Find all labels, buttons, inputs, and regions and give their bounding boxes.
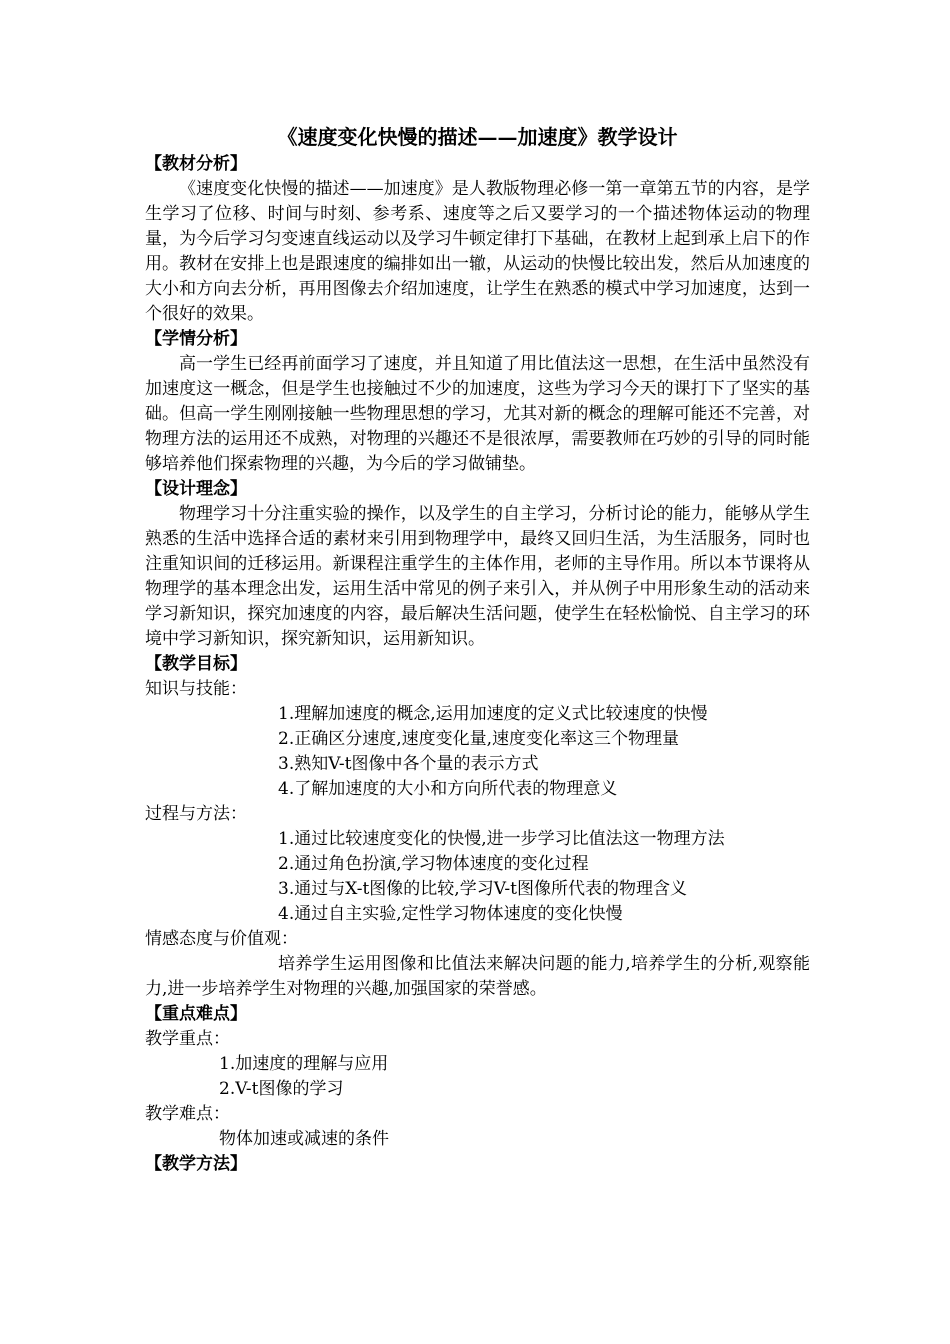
document-page xyxy=(145,122,810,1177)
process-item: 2.通过角色扮演,学习物体速度的变化过程 xyxy=(278,854,589,874)
textbook-paragraph: 《速度变化快慢的描述——加速度》是人教版物理必修一第一章第五节的内容，是学生学习了位移、时间与时刻、参考系、速度等之后又要学习的一个描述物体运动的物理量，为今后学习匀变速直线运动以及学习牛顿定律打下基础，在教材上起到承上启下的作用。教材在安排上也是跟速度的编排如出一辙，从运动的快慢比较出发，然后从加速度的大小和方向去分析，再用图像去介绍加速度，让学生在熟悉的模式中学习加速度，达到一个很好的效果。 xyxy=(145,179,810,324)
section-heading-textbook: 【教材分析】 xyxy=(145,154,247,174)
process-item: 3.通过与X-t图像的比较,学习V-t图像所代表的物理含义 xyxy=(278,879,687,899)
knowledge-item: 3.熟知V-t图像中各个量的表示方式 xyxy=(278,754,539,774)
focus-label: 教学重点： xyxy=(145,1029,230,1049)
document-title: 《速度变化快慢的描述——加速度》教学设计 xyxy=(277,125,678,149)
knowledge-item: 1.理解加速度的概念,运用加速度的定义式比较速度的快慢 xyxy=(278,704,708,724)
section-heading-methods: 【教学方法】 xyxy=(145,1154,247,1174)
emotion-label: 情感态度与价值观： xyxy=(145,929,298,949)
emotion-text: 培养学生运用图像和比值法来解决问题的能力,培养学生的分析,观察能力,进一步培养学生对物理的兴趣,加强国家的荣誉感。 xyxy=(145,954,810,999)
focus-item: 2.V-t图像的学习 xyxy=(219,1079,344,1099)
section-heading-keypoints: 【重点难点】 xyxy=(145,1004,247,1024)
difficulty-text: 物体加速或减速的条件 xyxy=(219,1129,389,1149)
section-heading-goals: 【教学目标】 xyxy=(145,654,247,674)
knowledge-item: 2.正确区分速度,速度变化量,速度变化率这三个物理量 xyxy=(278,729,680,749)
knowledge-item: 4.了解加速度的大小和方向所代表的物理意义 xyxy=(278,779,618,799)
process-item: 4.通过自主实验,定性学习物体速度的变化快慢 xyxy=(278,904,623,924)
focus-item: 1.加速度的理解与应用 xyxy=(219,1054,389,1074)
process-item: 1.通过比较速度变化的快慢,进一步学习比值法这一物理方法 xyxy=(278,829,725,849)
section-heading-concept: 【设计理念】 xyxy=(145,479,247,499)
section-heading-students: 【学情分析】 xyxy=(145,329,247,349)
difficulty-label: 教学难点： xyxy=(145,1104,230,1124)
process-label: 过程与方法： xyxy=(145,804,247,824)
students-paragraph: 高一学生已经再前面学习了速度，并且知道了用比值法这一思想，在生活中虽然没有加速度这一概念，但是学生也接触过不少的加速度，这些为学习今天的课打下了坚实的基础。但高一学生刚刚接触一些物理思想的学习，尤其对新的概念的理解可能还不完善，对物理方法的运用还不成熟，对物理的兴趣还不是很浓厚，需要教师在巧妙的引导的同时能够培养他们探索物理的兴趣，为今后的学习做铺垫。 xyxy=(145,354,810,474)
knowledge-label: 知识与技能： xyxy=(145,679,247,699)
concept-paragraph: 物理学习十分注重实验的操作，以及学生的自主学习，分析讨论的能力，能够从学生熟悉的生活中选择合适的素材来引用到物理学中，最终又回归生活，为生活服务，同时也注重知识间的迁移运用。新课程注重学生的主体作用，老师的主导作用。所以本节课将从物理学的基本理念出发，运用生活中常见的例子来引入，并从例子中用形象生动的活动来学习新知识，探究加速度的内容，最后解决生活问题，使学生在轻松愉悦、自主学习的环境中学习新知识，探究新知识，运用新知识。 xyxy=(145,504,810,649)
